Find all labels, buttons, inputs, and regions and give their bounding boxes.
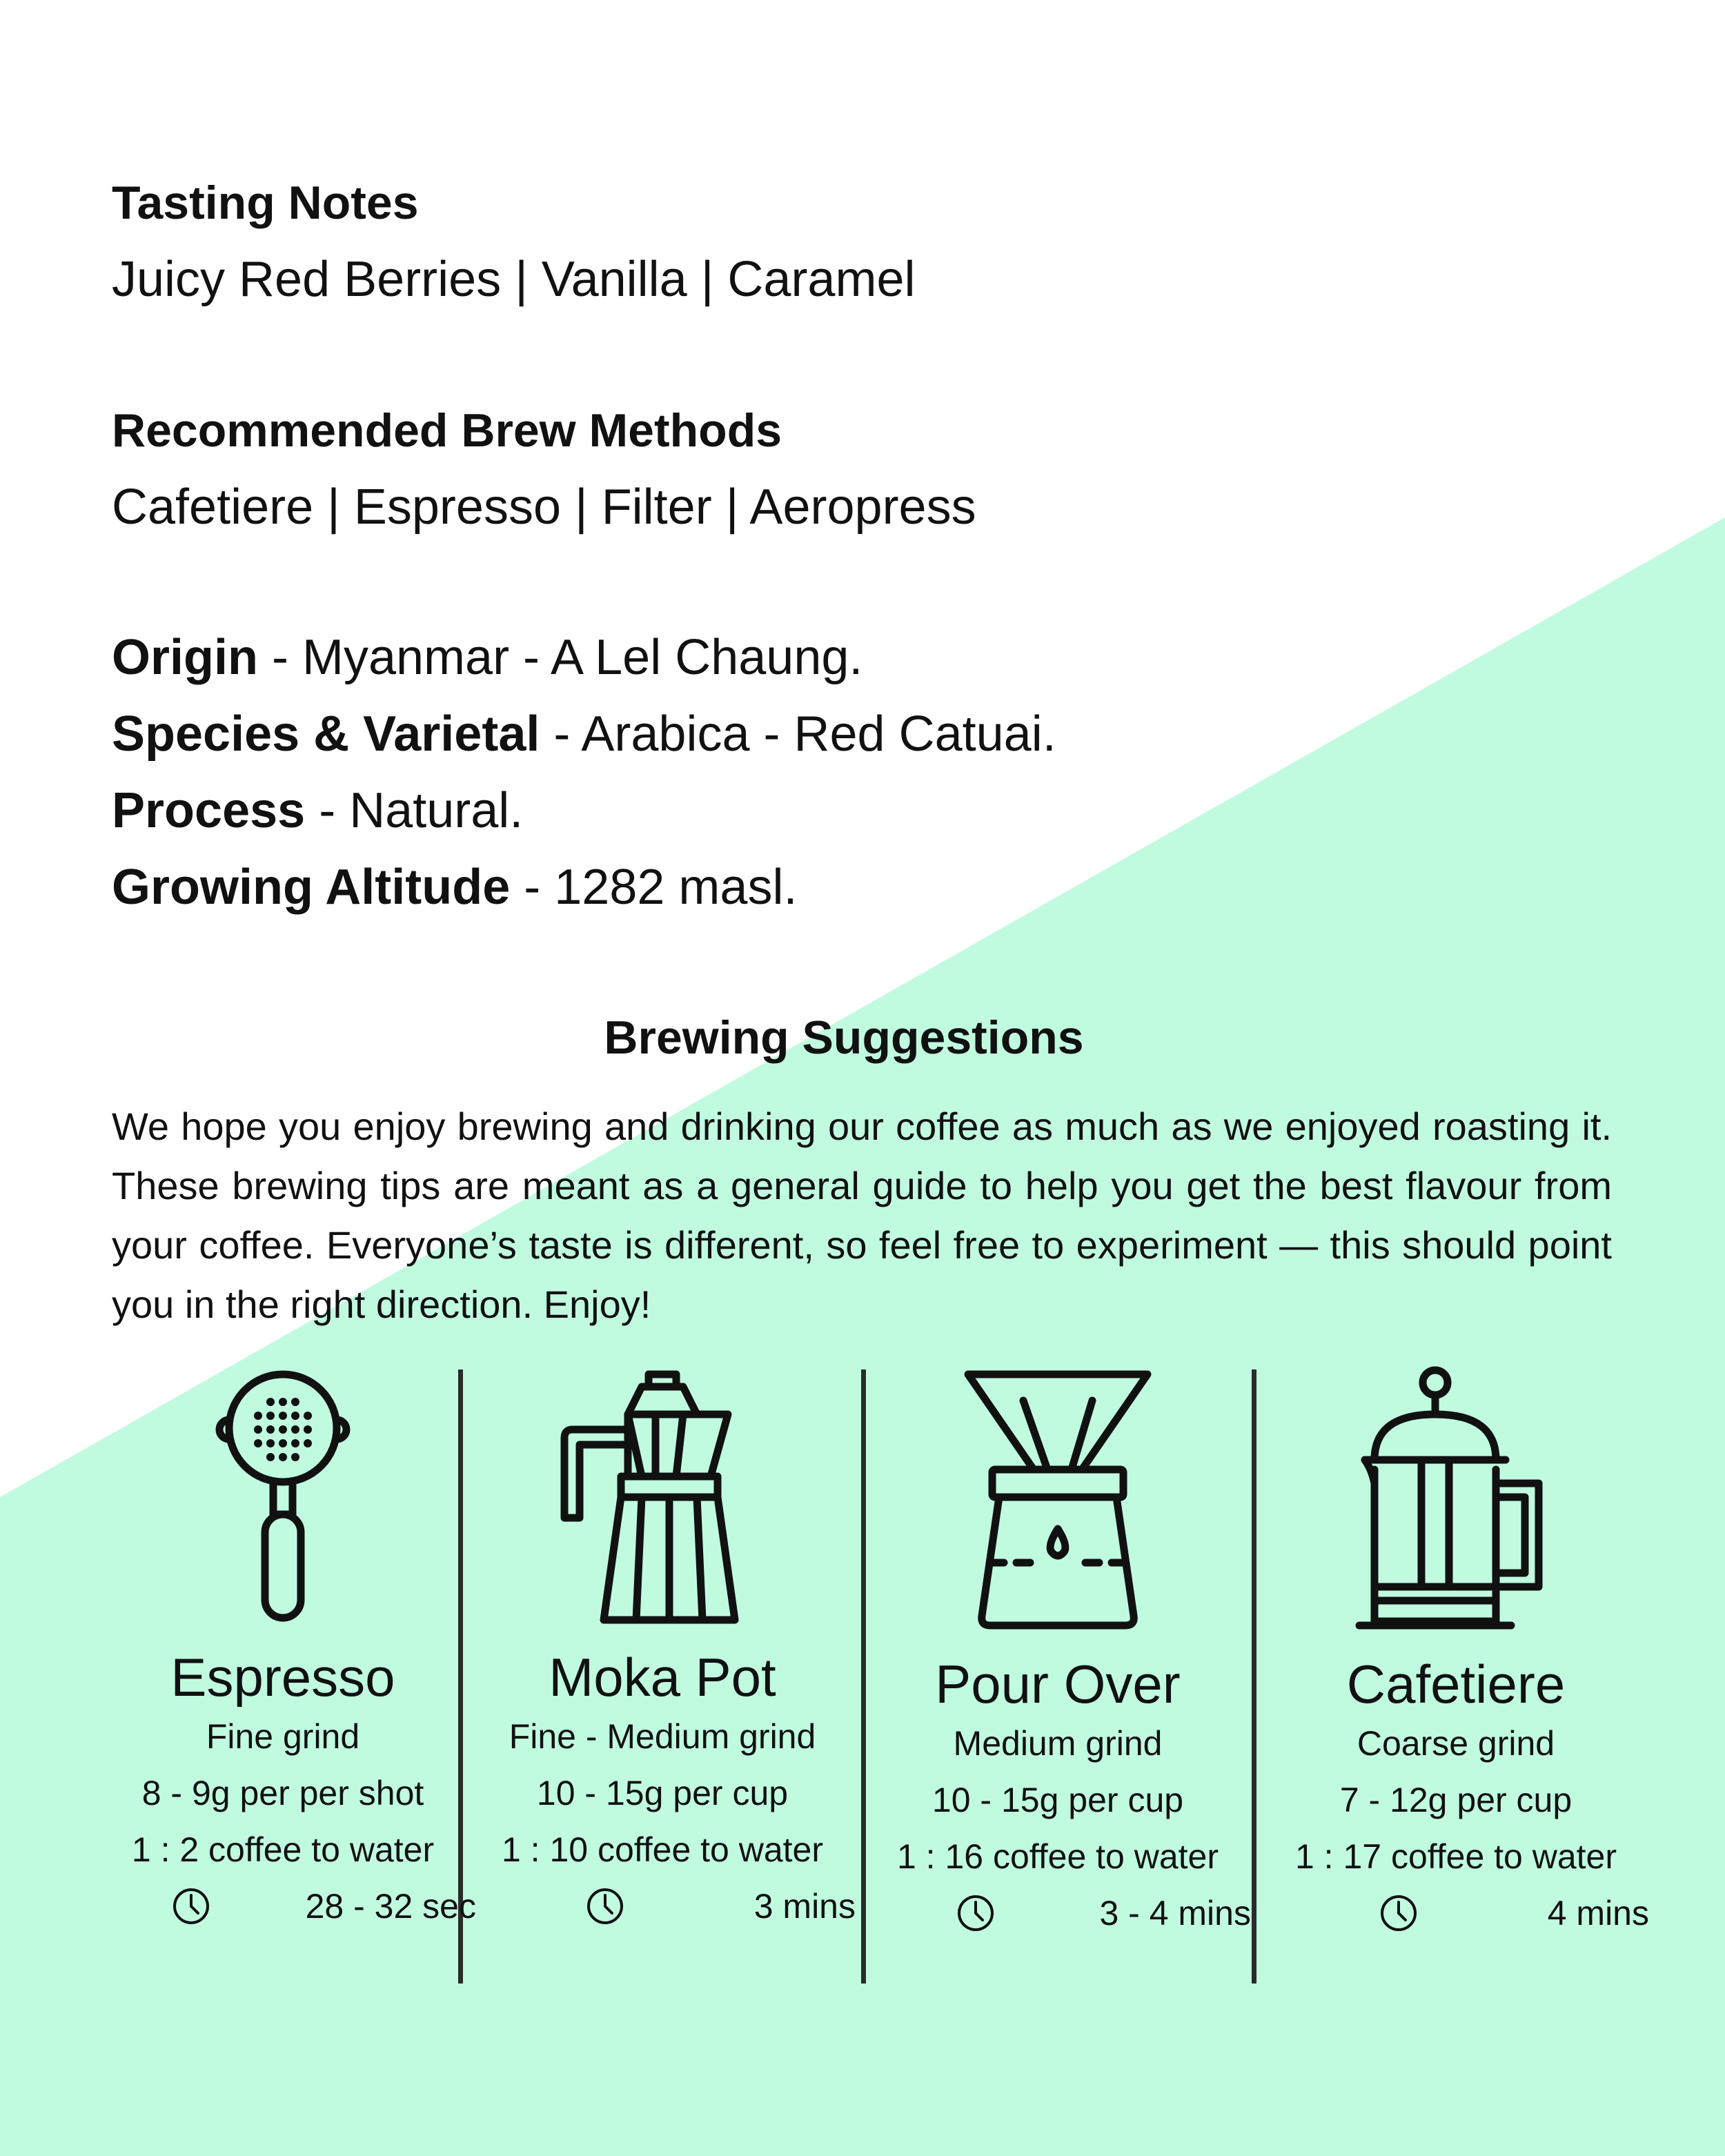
spec-label: Species & Varietal <box>112 706 540 762</box>
spec-label: Growing Altitude <box>112 860 511 915</box>
method-time-row <box>1263 1885 1649 1941</box>
method-grind: Fine grind <box>206 1717 360 1756</box>
method-name: Cafetiere <box>1346 1654 1566 1714</box>
method-column-moka-pot <box>469 1366 856 1935</box>
spec-process <box>112 781 1056 840</box>
method-ratio: 1 : 16 coffee to water <box>896 1837 1219 1876</box>
spec-value: - Myanmar - A Lel Chaung. <box>258 630 863 685</box>
method-column-espresso <box>90 1366 476 1935</box>
column-divider <box>1252 1369 1256 1984</box>
method-time-row <box>90 1878 476 1935</box>
method-dose: 7 - 12g per cup <box>1339 1781 1573 1819</box>
spec-altitude <box>112 858 1056 917</box>
method-grind: Fine - Medium grind <box>509 1717 816 1756</box>
brewing-suggestions-title: Brewing Suggestions <box>604 1011 1084 1064</box>
spec-value: - Natural. <box>305 783 524 838</box>
portafilter-icon <box>207 1366 359 1628</box>
method-grind: Medium grind <box>953 1724 1163 1763</box>
clock-icon <box>956 1894 995 1932</box>
method-time: 3 mins <box>753 1887 856 1926</box>
method-time-row <box>865 1885 1251 1941</box>
method-time: 28 - 32 sec <box>305 1887 476 1926</box>
spec-origin <box>112 628 1056 687</box>
method-column-cafetiere <box>1263 1366 1649 1941</box>
brewing-intro-paragraph: We hope you enjoy brewing and drinking our coffee as much as we enjoyed roasting it. These brewing tips are meant as a general guide to help you get the best flavour from your coffee. Everyone’s taste is different, so feel free to experiment — this should point you in the right direction. Enjoy! <box>112 1105 1612 1326</box>
method-time: 3 - 4 mins <box>1099 1894 1251 1932</box>
method-ratio: 1 : 17 coffee to water <box>1294 1837 1617 1876</box>
brew-methods-heading: Recommended Brew Methods <box>112 404 782 457</box>
spec-value: - 1282 masl. <box>510 860 798 915</box>
spec-species <box>112 704 1056 764</box>
method-name: Moka Pot <box>549 1647 776 1708</box>
clock-icon <box>172 1887 210 1926</box>
coffee-specs <box>112 628 1056 934</box>
method-ratio: 1 : 10 coffee to water <box>501 1830 824 1869</box>
moka-pot-icon <box>552 1366 773 1628</box>
method-time: 4 mins <box>1547 1894 1649 1932</box>
method-name: Espresso <box>170 1647 395 1708</box>
tasting-notes-values: Juicy Red Berries | Vanilla | Caramel <box>112 252 916 307</box>
tasting-notes-heading: Tasting Notes <box>112 177 419 229</box>
method-dose: 8 - 9g per per shot <box>141 1774 424 1812</box>
spec-label: Origin <box>112 630 258 685</box>
french-press-icon <box>1352 1366 1559 1635</box>
clock-icon <box>1379 1894 1418 1932</box>
pour-over-icon <box>961 1366 1154 1635</box>
method-name: Pour Over <box>935 1654 1181 1714</box>
method-dose: 10 - 15g per cup <box>536 1774 789 1812</box>
method-ratio: 1 : 2 coffee to water <box>131 1830 435 1869</box>
spec-value: - Arabica - Red Catuai. <box>540 706 1056 762</box>
method-time-row <box>469 1878 856 1935</box>
clock-icon <box>586 1887 624 1926</box>
method-column-pour-over <box>865 1366 1251 1941</box>
spec-label: Process <box>112 783 306 838</box>
method-grind: Coarse grind <box>1357 1724 1555 1763</box>
brew-methods-values: Cafetiere | Espresso | Filter | Aeropress <box>112 479 976 535</box>
method-dose: 10 - 15g per cup <box>931 1781 1184 1819</box>
